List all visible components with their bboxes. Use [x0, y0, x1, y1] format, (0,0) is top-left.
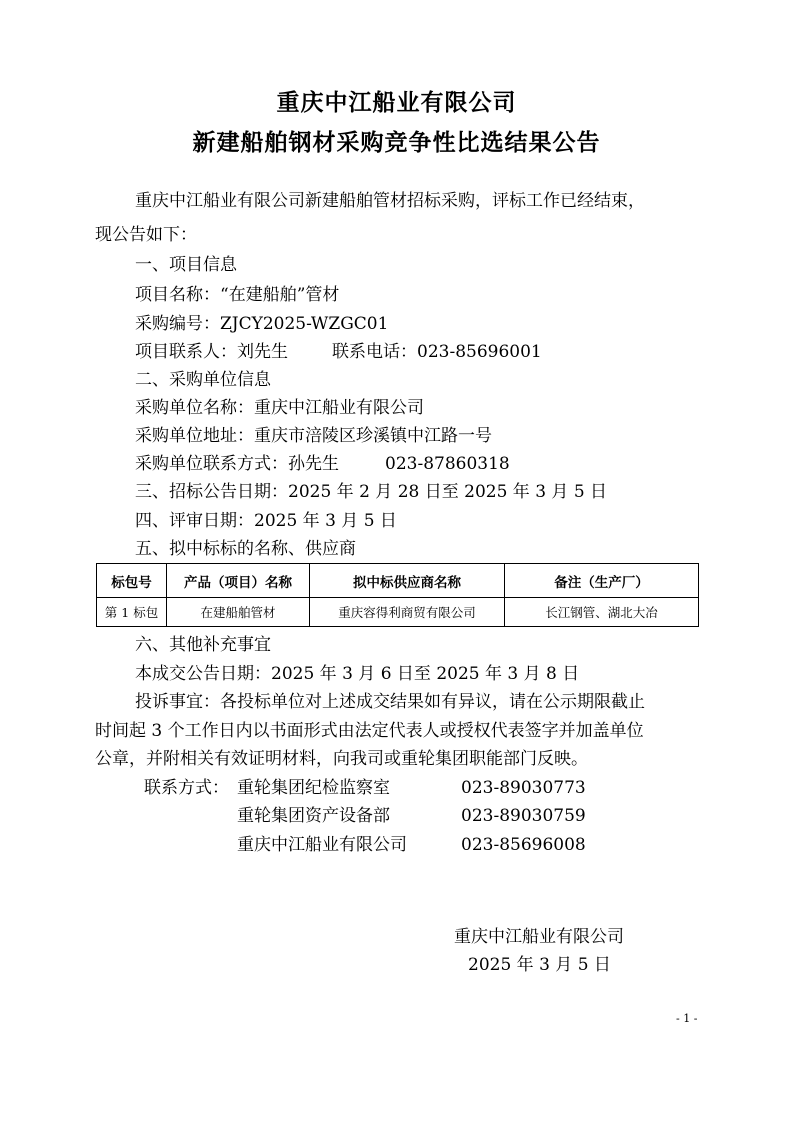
purchaser-phone: 023-87860318: [385, 454, 510, 474]
project-name: 项目名称：“在建船舶”管材: [135, 285, 340, 305]
contact-org-1: 重轮集团纪检监察室: [237, 778, 390, 798]
complaint-line-1: 投诉事宜：各投标单位对上述成交结果如有异议，请在公示期限截止: [135, 692, 645, 712]
table-row: [97, 598, 699, 627]
cell-lot-number: 第 1 标包: [97, 598, 167, 627]
bid-result-table: [96, 563, 699, 627]
cell-remarks: 长江钢管、湖北大冶: [505, 598, 699, 627]
tender-notice-dates: 三、招标公告日期：2025 年 2 月 28 日至 2025 年 3 月 5 日: [135, 482, 608, 502]
section-2-heading: 二、采购单位信息: [135, 370, 271, 390]
header-remarks: 备注（生产厂）: [505, 564, 699, 598]
cell-product-name: 在建船舶管材: [167, 598, 310, 627]
header-supplier-name: 拟中标供应商名称: [310, 564, 505, 598]
contact-phone-1: 023-89030773: [461, 778, 586, 798]
purchaser-address: 采购单位地址：重庆市涪陵区珍溪镇中江路一号: [135, 426, 492, 446]
contact-phone-3: 023-85696008: [461, 835, 586, 855]
page-number: - 1 -: [676, 1012, 698, 1025]
deal-announcement-date: 本成交公告日期：2025 年 3 月 6 日至 2025 年 3 月 8 日: [135, 664, 580, 684]
section-1-heading: 一、项目信息: [135, 255, 237, 275]
section-6-heading: 六、其他补充事宜: [135, 635, 271, 655]
complaint-line-3: 公章，并附相关有效证明材料，向我司或重轮集团职能部门反映。: [95, 749, 588, 769]
signature-company: 重庆中江船业有限公司: [454, 927, 624, 947]
complaint-line-2: 时间起 3 个工作日内以书面形式由法定代表人或授权代表签字并加盖单位: [95, 721, 644, 741]
project-contact-phone: 联系电话：023-85696001: [332, 342, 542, 362]
table-header-row: [97, 564, 699, 598]
project-contact-person: 项目联系人：刘先生: [135, 342, 288, 362]
purchase-number: 采购编号：ZJCY2025-WZGC01: [135, 314, 389, 334]
contact-org-3: 重庆中江船业有限公司: [237, 835, 407, 855]
header-lot-number: 标包号: [97, 564, 167, 598]
contact-phone-2: 023-89030759: [461, 806, 586, 826]
purchaser-contact: 采购单位联系方式：孙先生: [135, 454, 339, 474]
contact-org-2: 重轮集团资产设备部: [237, 806, 390, 826]
title-company: 重庆中江船业有限公司: [276, 90, 517, 116]
signature-date: 2025 年 3 月 5 日: [468, 955, 611, 975]
section-5-heading: 五、拟中标标的名称、供应商: [135, 539, 356, 559]
contacts-label: 联系方式：: [144, 778, 229, 798]
review-date: 四、评审日期：2025 年 3 月 5 日: [135, 511, 397, 531]
intro-line-2: 现公告如下：: [95, 225, 197, 245]
cell-supplier-name: 重庆容得利商贸有限公司: [310, 598, 505, 627]
purchaser-name: 采购单位名称：重庆中江船业有限公司: [135, 398, 424, 418]
title-announcement: 新建船舶钢材采购竞争性比选结果公告: [192, 130, 601, 156]
intro-line-1: 重庆中江船业有限公司新建船舶管材招标采购，评标工作已经结束，: [135, 191, 645, 211]
header-product-name: 产品（项目）名称: [167, 564, 310, 598]
